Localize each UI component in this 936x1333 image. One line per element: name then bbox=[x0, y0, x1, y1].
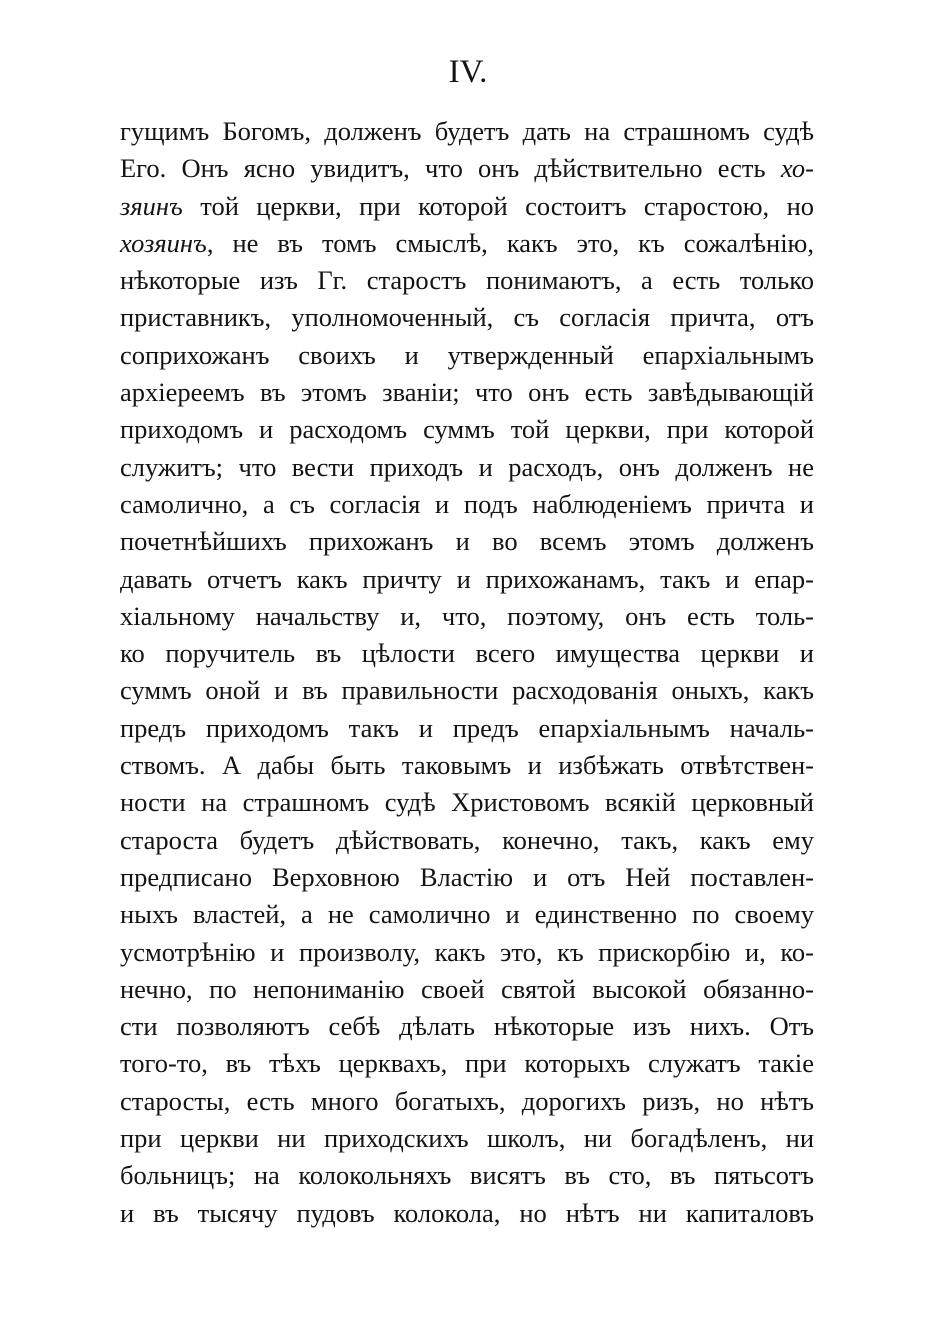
text-line bbox=[120, 188, 814, 225]
text-line bbox=[120, 1157, 814, 1194]
text-line bbox=[120, 822, 814, 859]
text-line bbox=[120, 486, 814, 523]
text-run: при церкви ни приходскихъ школъ, ни богадѣленъ, ни bbox=[120, 1123, 814, 1154]
text-run: суммъ оной и въ правильности расходованія оныхъ, какъ bbox=[120, 675, 814, 706]
text-line bbox=[120, 784, 814, 821]
text-run: давать отчетъ какъ причту и прихожанамъ, такъ и епар- bbox=[120, 563, 814, 594]
text-line bbox=[120, 262, 814, 299]
body-text bbox=[120, 113, 814, 1232]
text-line bbox=[120, 710, 814, 747]
text-run: приходомъ и расходомъ суммъ той церкви, при которой bbox=[120, 414, 814, 445]
text-line bbox=[120, 150, 814, 187]
text-run: нѣкоторые изъ Гг. старостъ понимаютъ, а есть только bbox=[120, 265, 814, 296]
text-run: Его. Онъ ясно увидитъ, что онъ дѣйствительно есть bbox=[120, 153, 781, 184]
text-line bbox=[120, 449, 814, 486]
text-run: приставникъ, уполномоченный, съ согласія причта, отъ bbox=[120, 302, 814, 333]
text-run: предъ приходомъ такъ и предъ епархіальнымъ началь- bbox=[120, 712, 814, 743]
text-line bbox=[120, 1045, 814, 1082]
text-run: усмотрѣнію и произволу, какъ это, къ прискорбію и, ко- bbox=[120, 936, 814, 967]
text-run: хіальному начальству и, что, поэтому, онъ есть толь- bbox=[120, 600, 814, 631]
text-run: почетнѣйшихъ прихожанъ и во всемъ этомъ долженъ bbox=[120, 526, 814, 557]
text-run: и въ тысячу пудовъ колокола, но нѣтъ ни капиталовъ bbox=[120, 1197, 814, 1228]
text-line bbox=[120, 1083, 814, 1120]
text-run: самолично, а съ согласія и подъ наблюденіемъ причта и bbox=[120, 488, 814, 519]
text-line bbox=[120, 225, 814, 262]
text-line bbox=[120, 337, 814, 374]
text-line bbox=[120, 1195, 814, 1232]
italic-text-run: зяинъ bbox=[120, 190, 183, 221]
text-line bbox=[120, 299, 814, 336]
text-line bbox=[120, 1008, 814, 1045]
text-line bbox=[120, 374, 814, 411]
text-run: ныхъ властей, а не самолично и единственно по своему bbox=[120, 899, 814, 930]
text-run: нечно, по непониманію своей святой высокой обязанно- bbox=[120, 973, 814, 1004]
text-run: предписано Верховною Властію и отъ Ней поставлен- bbox=[120, 861, 814, 892]
text-line bbox=[120, 561, 814, 598]
text-line bbox=[120, 896, 814, 933]
text-run: , не въ томъ смыслѣ, какъ это, къ сожалѣнію, bbox=[206, 227, 814, 258]
page-number: IV. bbox=[448, 54, 488, 90]
text-run: архіереемъ въ этомъ званіи; что онъ есть завѣдывающій bbox=[120, 377, 814, 408]
text-line bbox=[120, 971, 814, 1008]
text-run: гущимъ Богомъ, долженъ будетъ дать на страшномъ судѣ bbox=[120, 116, 814, 146]
text-line bbox=[120, 1120, 814, 1157]
italic-text-run: хо- bbox=[780, 153, 814, 184]
text-run: старосты, есть много богатыхъ, дорогихъ ризъ, но нѣтъ bbox=[120, 1085, 814, 1116]
text-line bbox=[120, 113, 814, 150]
text-line bbox=[120, 523, 814, 560]
text-line bbox=[120, 598, 814, 635]
text-run: сти позволяютъ себѣ дѣлать нѣкоторые изъ нихъ. Отъ bbox=[120, 1011, 814, 1042]
text-run: ности на страшномъ судѣ Христовомъ всякій церковный bbox=[120, 787, 814, 818]
text-line bbox=[120, 635, 814, 672]
text-run: больницъ; на колокольняхъ висятъ въ сто, въ пятьсотъ bbox=[120, 1160, 814, 1191]
text-run: соприхожанъ своихъ и утвержденный епархіальнымъ bbox=[120, 339, 814, 370]
text-line bbox=[120, 747, 814, 784]
italic-text-run: хозяинъ bbox=[120, 227, 207, 258]
text-line bbox=[120, 411, 814, 448]
text-run: ствомъ. А дабы быть таковымъ и избѣжать отвѣтствен- bbox=[120, 750, 814, 781]
text-run: того-то, въ тѣхъ церквахъ, при которыхъ служатъ такіе bbox=[120, 1048, 814, 1079]
text-line bbox=[120, 934, 814, 971]
text-run: служитъ; что вести приходъ и расходъ, онъ долженъ не bbox=[120, 451, 814, 482]
text-run: той церкви, при которой состоитъ старостою, но bbox=[182, 190, 814, 221]
text-line bbox=[120, 672, 814, 709]
text-run: ко поручитель въ цѣлости всего имущества церкви и bbox=[120, 638, 814, 669]
text-run: староста будетъ дѣйствовать, конечно, такъ, какъ ему bbox=[120, 824, 814, 855]
text-line bbox=[120, 859, 814, 896]
